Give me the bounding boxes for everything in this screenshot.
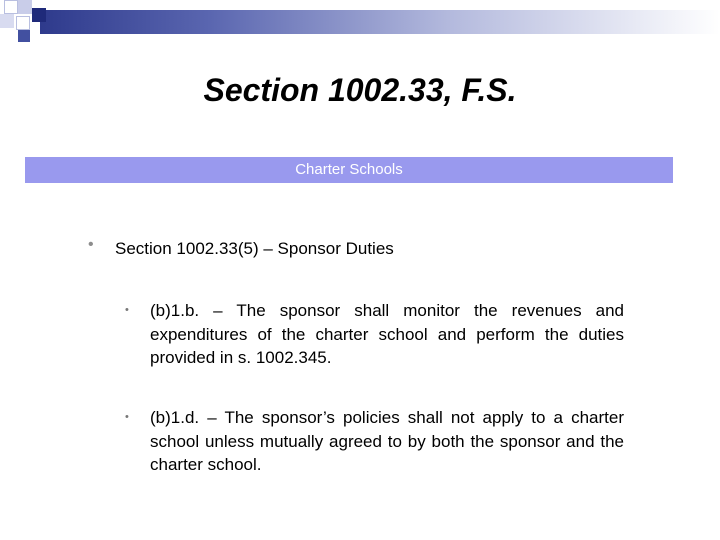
deco-square	[32, 8, 46, 22]
deco-square	[18, 30, 30, 42]
deco-square	[16, 16, 30, 30]
deco-square	[4, 0, 18, 14]
top-gradient-bar	[40, 10, 720, 34]
slide-title: Section 1002.33, F.S.	[203, 72, 517, 108]
sub-bullet-text: (b)1.b. – The sponsor shall monitor the revenues and expenditures of the charter school and perform the duties provided in s. 1002.345.	[150, 301, 624, 367]
sub-bullet-icon: •	[125, 411, 129, 423]
main-bullet-text: Section 1002.33(5) – Sponsor Duties	[115, 239, 394, 258]
bullet-icon: •	[88, 236, 94, 253]
subtitle-band: Charter Schools	[25, 157, 673, 183]
deco-square	[18, 0, 32, 14]
sub-bullet-text: (b)1.d. – The sponsor’s policies shall not apply to a charter school unless mutually agreed to by both the sponsor and the charter school.	[150, 408, 624, 474]
deco-square	[0, 14, 14, 28]
sub-bullet-icon: •	[125, 304, 129, 316]
